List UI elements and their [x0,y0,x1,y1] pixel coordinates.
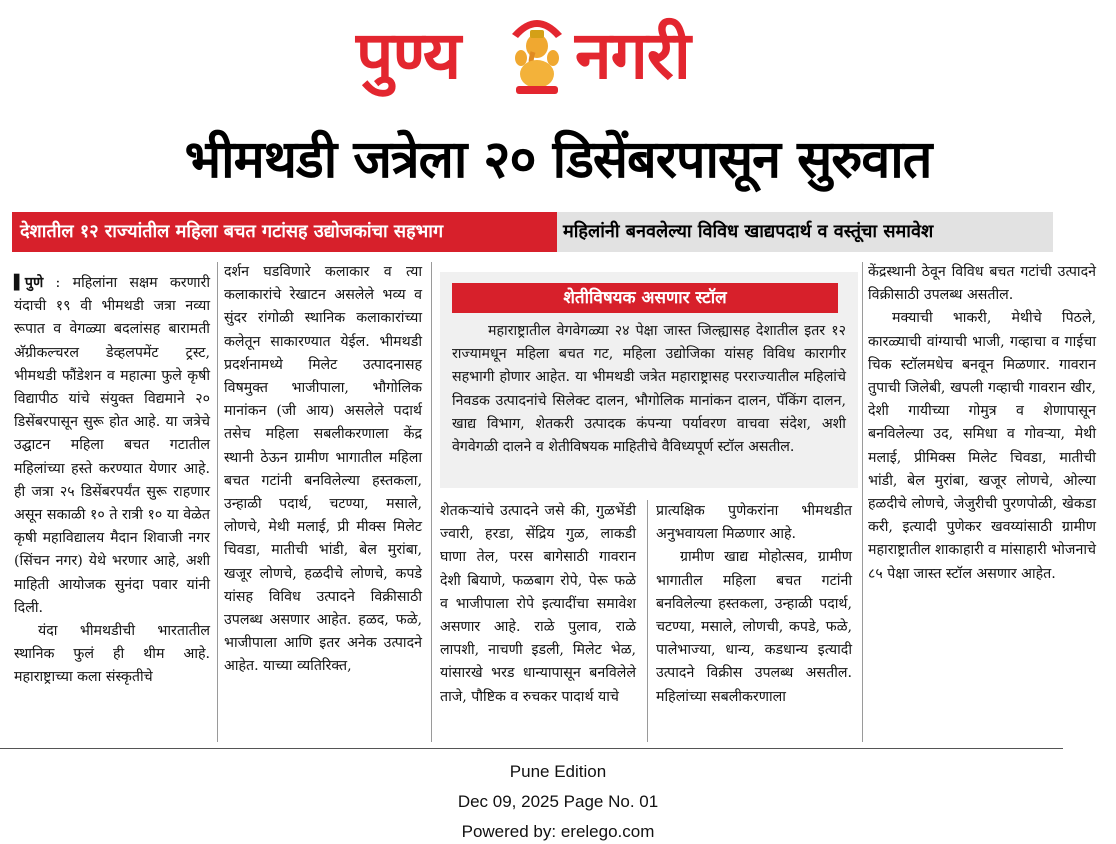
subheading-right: महिलांनी बनवलेल्या विविध खाद्यपदार्थ व वस्तूंचा समावेश [557,212,1053,252]
column-1 [14,272,210,690]
subheading-bar [12,212,1053,252]
column-5-paragraph-2: मक्याची भाकरी, मेथीचे पिठले, कारळ्याची वांग्याची भाजी, गव्हाचा व गाईचा चिक स्टॉलमधेच बनवून मिळणार. गावरान तुपाची जिलेबी, खपली गव्हाची गावरान खीर, देशी गायीच्या गोमुत्र व शेणापासून बनविलेल्या उद, समिधा व गोवऱ्या, मेथी मलाई, प्रीमिक्स मिलेट चिवडा, मातीची भांडी, बेल मुरांबा, खजूर लोणचे, ओल्या हळदीचे लोणचे, जेजुरीची पुरणपोळी, खेकडा करी, इत्यादी पुणेकर खवय्यांसाठी ग्रामीण महाराष्ट्रातील शाकाहारी व मांसाहारी भोजनाचे ८५ पेक्षा जास्त स्टॉल असणार आहेत. [868,310,1096,582]
footer-powered-by: Powered by: erelego.com [461,822,655,841]
sidebar-box [440,272,858,488]
footer-date-page: Dec 09, 2025 Page No. 01 [457,792,659,811]
column-5-paragraph-1: केंद्रस्थानी ठेवून विविध बचत गटांची उत्पादने विक्रीसाठी उपलब्ध असतील. [868,264,1096,304]
column-divider [431,262,432,742]
column-divider [647,500,648,742]
footer-edition: Pune Edition [509,762,607,781]
column-4 [656,500,852,709]
sidebar-box-text: महाराष्ट्रातील वेगवेगळ्या २४ पेक्षा जास्त जिल्ह्यासह देशातील इतर १२ राज्यामधून महिला बचत गट, महिला उद्योजिका यांसह विविध कारागीर सहभागी होणार आहेत. या भीमथडी जत्रेत महाराष्ट्रासह परराज्यातील महिलांचे निवडक उत्पादनांचे सिलेक्ट दालन, भौगोलिक मानांकन दालन, पॅकिंग दालन, खाद्य विभाग, शेतकरी उत्पादक कंपन्या पर्यावरण वाचवा संदेश, अशी वेगवेगळी दालने व शेतीविषयक माहितीचे वैविध्यपूर्ण स्टॉल असतील. [452,323,846,456]
sidebar-box-title: शेतीविषयक असणार स्टॉल [452,283,838,313]
dateline: पुणे [24,275,44,291]
column-4-paragraph-2: ग्रामीण खाद्य मोहोत्सव, ग्रामीण भागातील महिला बचत गटांनी बनविलेल्या हस्तकला, उन्हाळी पदार्थ, चटण्या, मसाले, लोणची, कपडे, फळे, पालेभाज्या, धान्य, कडधान्य इत्यादी उत्पादने विक्रीस उपलब्ध असतील. महिलांच्या सबलीकरणाला [656,549,852,705]
column-1-paragraph-2: यंदा भीमथडीची भारतातील स्थानिक फुलं ही थीम आहे. महाराष्ट्राच्या कला संस्कृतीचे [14,623,210,686]
column-4-paragraph-1: प्रात्यक्षिक पुणेकरांना भीमथडीत अनुभवायला मिळणार आहे. [656,503,852,543]
dateline-marker: ▌ [14,275,25,291]
subheading-left: देशातील १२ राज्यांतील महिला बचत गटांसह उद्योजकांचा सहभाग [12,212,557,252]
headline: भीमथडी जत्रेला २० डिसेंबरपासून सुरुवात [184,130,932,190]
column-divider [217,262,218,742]
footer-divider [0,748,1063,749]
masthead [0,6,1116,106]
column-divider [862,262,863,742]
column-2 [224,261,422,679]
masthead-word-left: पुण्य [356,17,461,94]
column-3 [440,500,636,709]
column-3-paragraph-1: शेतकऱ्यांचे उत्पादने जसे की, गुळभेंडी ज्वारी, हरडा, सेंद्रिय गुळ, लाकडी घाणा तेल, परस बागेसाठी गावरान देशी बियाणे, फळबाग रोपे, पेरू फळे व भाजीपाला रोपे इत्यादींचा समावेश असणार आहे. राळे पुलाव, राळे लापशी, नाचणी इडली, मिलेट भेळ, यांसारखे भरड धान्यापासून बनविलेले ताजे, पौष्टिक व रुचकर पादार्थ याचे [440,503,636,705]
column-5 [868,261,1096,586]
masthead-word-right: नगरी [575,17,690,94]
column-2-paragraph-1: दर्शन घडविणारे कलाकार व त्या कलाकारांचे रेखाटन असलेले भव्य व सुंदर रांगोळी स्थानिक कलाकारांच्या कलेतून साकारण्यात येईल. भीमथडी प्रदर्शनामध्ये मिलेट उत्पादनासह विषमुक्त भाजीपाला, भौगोलिक मानांकन (जी आय) असलेले पदार्थ तसेच महिला सबलीकरणाला केंद्र स्थानी ठेऊन ग्रामीण भागातील महिला बचत गटांनी बनविलेल्या हस्तकला, उन्हाळी पदार्थ, चटण्या, मसाले, लोणचे, मेथी मलाई, प्री मीक्स मिलेट चिवडा, मातीची भांडी, बेल मुरांबा, खजूर लोणचे, हळदीचे लोणचे, कपडे यांसह विविध उत्पादने विक्रीसाठी उपलब्ध असणार आहेत. हळद, फळे, भाजीपाला आणि इतर अनेक उत्पादने आहेत. याच्या व्यतिरिक्त, [224,264,422,675]
column-1-paragraph-1: : महिलांना सक्षम करणारी यंदाची १९ वी भीमथडी जत्रा नव्या रूपात व वेगळ्या बदलांसह बारामती अ‍ॅग्रीकल्चरल डेव्हलपमेंट ट्रस्ट, भीमथडी फौंडेशन व महात्मा फुले कृषी विद्यापीठ यांचे संयुक्त विद्यमाने २० डिसेंबरपासून सुरू होत आहे. या जत्रेचे उद्घाटन महिला बचत गटातील महिलांच्या हस्ते करण्यात येणार आहे. ही जत्रा २५ डिसेंबरपर्यंत सुरू राहणार असून सकाळी १० ते रात्री १० या वेळेत कृषी महाविद्यालय मैदान शिवाजी नगर (सिंचन नगर) येथे भरणार आहे, अशी माहिती आयोजक सुनंदा पवार यांनी दिली. [14,275,211,616]
ganesha-logo-icon [506,12,568,98]
